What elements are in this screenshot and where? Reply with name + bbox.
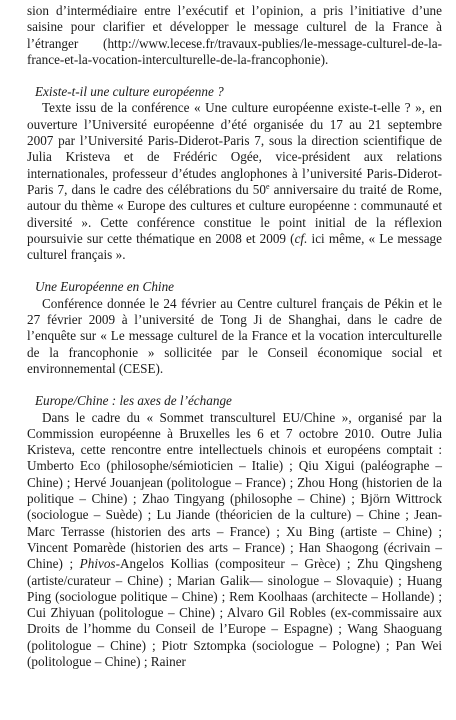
intro-text-end: ). [320,51,329,67]
section-heading-europe-chine: Europe/Chine : les axes de l’échange [35,393,232,409]
paragraph-text: anniversaire du traité de Rome, autour du thème « Europe des cultures et culture européenne : communauté et diversité ». Cette conférence constitue le point initial de la réflexion poursuivie sur cette thématique en 2008 et 2009 ( [27,181,442,246]
section-paragraph-europeenne-en-chine: Conférence donnée le 24 février au Centre culturel français de Pékin et le 27 février 2009 à l’université de Tong Ji de Shanghai, dans le cadre de l’enquête sur « Le message culturel de la France et la vocation interculturelle de la francophonie » sollicitée par le Conseil économique social et environnemental (CESE). [27,295,442,376]
section-heading-culture-europeenne: Existe-t-il une culture européenne ? [35,84,224,100]
superscript: e [265,181,270,191]
paragraph-text: -Angelos Kollias (compositeur – Grèce) ; Zhu Qingsheng (artiste/curateur – Chine) ; Marian Galik— sinologue – Slovaquie) ; Huang Ping (sociologue politique – Chine) ; Rem Koolhaas (architecte – Hollande) ; Cui Zhiyuan (politologue – Chine) ; Alvaro Gil Robles (ex-commissaire aux Droits de l’homme du Conseil de l’Europe – Espagne) ; Wang Shaoguang (politologue – Chine) ; Piotr Sztompka (sociologue – Pologne) ; Pan Wei (politologue – Chine) ; Rainer [27,556,442,669]
italic-abbrev: cf. [294,230,308,246]
italic-name: Phivos [79,556,116,572]
section-heading-europeenne-en-chine: Une Européenne en Chine [35,279,175,295]
spacer [27,377,442,393]
paragraph-text: Texte issu de la conférence « Une culture européenne existe-t-elle ? », en ouverture l’Université européenne d’été organisée du 17 au 21 septembre 2007 par l’Université Paris-Diderot-Paris 7, sous la direction scientifique de Julia Kristeva et de Frédéric Ogée, vice-président aux relations internationales, professeur d’études anglophones à l’université Paris-Diderot-Paris 7, dans le cadre des célébrations du 50 [27,100,442,197]
section-paragraph-europe-chine [27,410,442,671]
section-paragraph-culture-europeenne [27,100,442,263]
spacer [27,68,442,84]
intro-paragraph [27,3,442,68]
paragraph-text: Dans le cadre du « Sommet transculturel EU/Chine », organisé par la Commission européenne à Bruxelles les 6 et 7 octobre 2010. Outre Julia Kristeva, cette rencontre entre intellectuels chinois et européens comptait : Umberto Eco (philosophe/sémioticien – Italie) ; Qiu Xigui (paléographe – Chine) ; Hervé Jouanjean (politologue – France) ; Zhou Hong (historien de la politique – Chine) ; Zhao Tingyang (philosophe – Chine) ; Björn Wittrock (sociologue – Suède) ; Lu Jiande (théoricien de la culture) – Chine ; Jean-Marc Terrasse (historien des arts – France) ; Xu Bing (artiste – Chine) ; Vincent Pomarède (historien des arts – France) ; Han Shaogong (écrivain – Chine) ; [27,409,442,572]
paragraph-text: ici même, « Le message culturel français ». [27,230,443,263]
spacer [27,263,442,279]
cese-url-link[interactable]: http://www.lecese.fr/travaux-publies/le-message-culturel-de-la-france-et-la-vocation-interculturelle-de-la-francophonie [27,35,442,67]
intro-text: sion d’intermédiaire entre l’exécutif et l’opinion, a pris l’initiative d’une saisine pour clarifier et développer le message culturel de la France à l’étranger ( [27,3,442,51]
